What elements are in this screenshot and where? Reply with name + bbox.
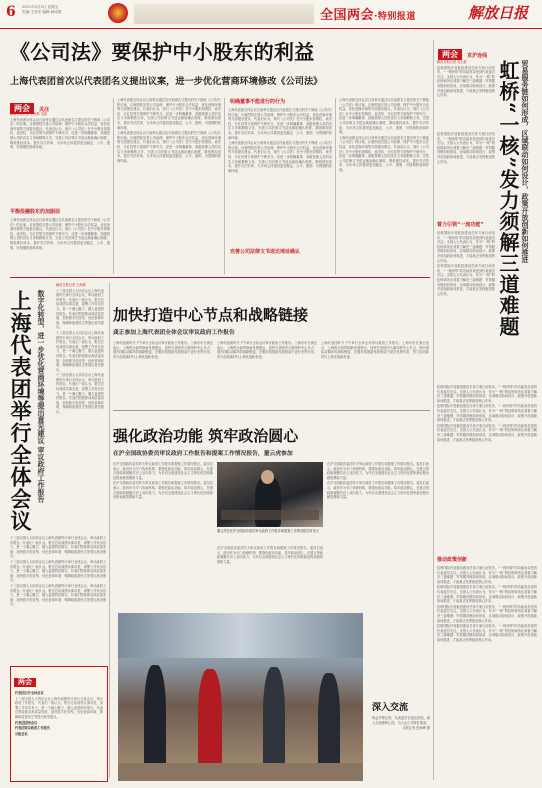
editors-text: 责编:王音乐 编辑:韩成圆 xyxy=(22,10,62,14)
story3-body-2: 在沪全国政协委员昨天审议政府工作报告和提案工作情况报告。委员们表示，政协作为专门协商机构，要强化政治功能，筑牢政治圆心，在建言资政和凝聚共识上双向发力，为开启全面建设社会主义现代化国家新征程贡献智慧和力量。 xyxy=(217,546,323,564)
vertical-byline: 解放日报记者 王海燕 xyxy=(56,283,86,287)
lead-body-3b: 上海代表团全体会议日前审议通过以代表团名义提出的关于修改《公司法》的议案。议案围绕完善公司治理、保护中小股东合法权益、优化营商环境等方面提出建议。代表们认为，现行《公司法》在中小股东知情权、表决权、分红权等方面保护不够充分，应进一步明确董事、高级管理人员的忠实义务和勤勉义务，完善公司法律文书送达地址确认制度，降低维权成本，提升司法效率，为市场主体提供更加稳定、公平、透明、可预期的营商环境。 xyxy=(228,141,332,173)
sidebar-column-d xyxy=(437,566,537,780)
feature-title: 深入交流 xyxy=(372,703,409,713)
masthead-logo: 解放日报 xyxy=(468,4,529,22)
section-title xyxy=(320,4,416,23)
lead-column-1b xyxy=(10,218,110,274)
story2-column-3 xyxy=(321,341,429,405)
story2-subheadline: 龚正参加上海代表团全体会议审议政府工作报告 xyxy=(113,330,235,336)
story2-body-1: 上海代表团昨天下午举行全体会议审议政府工作报告。上海市市长龚正表示，上海将全面贯彻新发展理念，加快打造国内大循环的中心节点、国内国际双循环的战略链接，在服务构建新发展格局中更好发挥作用，努力创造新时代上海发展新奇迹。 xyxy=(113,341,213,359)
vertical-headline: 上海代表团举行全体会议 xyxy=(8,290,33,532)
story3-photo-caption: 董云虎在在沪全国政协委员审议政府工作报告和提案工作情况报告时发言 xyxy=(217,529,319,533)
section-subtitle: ·特别报道 xyxy=(374,12,416,22)
lead-body-3: 上海代表团全体会议日前审议通过以代表团名义提出的关于修改《公司法》的议案。议案围绕完善公司治理、保护中小股东合法权益、优化营商环境等方面提出建议。代表们认为，现行《公司法》在中小股东知情权、表决权、分红权等方面保护不够充分，应进一步明确董事、高级管理人员的忠实义务和勤勉义务，完善公司法律文书送达地址确认制度，降低维权成本，提升司法效率，为市场主体提供更加稳定、公平、透明、可预期的营商环境。 xyxy=(228,108,332,140)
lead-tag-label: 两会 xyxy=(10,103,34,114)
sidebar-tag-label: 两会 xyxy=(438,49,462,60)
sidebar-body-d: 虹桥国际开放枢纽建设总体方案日前发布，“一核两带”的功能布局受到代表委员关注。全国人大代表认为，作为“一核”的虹桥商务区须着力解决三道难题：贸易服务链如何形成、区域联动如何设计、政策开放创新如何推进，才能真正发挥枢纽核心作用。 xyxy=(437,566,537,584)
bottom-left-tag: 两会 xyxy=(14,678,36,687)
column-rule xyxy=(224,98,225,274)
building-backdrop xyxy=(118,613,363,658)
sidebar-tag-sub: 京沪连线 xyxy=(467,53,488,59)
sidebar-intro xyxy=(437,60,495,130)
sidebar-body-c3: 虹桥国际开放枢纽建设总体方案日前发布，“一核两带”的功能布局受到代表委员关注。全国人大代表认为，作为“一核”的虹桥商务区须着力解决三道难题：贸易服务链如何形成、区域联动如何设计、政策开放创新如何推进，才能真正发挥枢纽核心作用。 xyxy=(437,423,537,442)
vertical-body-1: 十三届全国人大四次会议上海代表团昨天举行全体会议，审议政府工作报告。代表们一致认为，报告总结成绩实事求是，部署工作务实有力，是一个凝心聚力、催人奋进的好报告。代表们围绕推动高质量发展、加快数字化转型、优化营商环境、保障和改善民生等提出意见建议。 xyxy=(56,288,104,330)
story3-column-1 xyxy=(113,462,213,610)
story3-subheadline: 在沪全国政协委员审议政府工作报告和提案工作情况报告，董云虎参加 xyxy=(113,451,293,457)
sidebar-subhead-1: 着力引领“一流功能” xyxy=(437,222,484,228)
vertical-body-6: 十三届全国人大四次会议上海代表团昨天举行全体会议，审议政府工作报告。代表们一致认为，报告总结成绩实事求是，部署工作务实有力，是一个凝心聚力、催人奋进的好报告。代表们围绕推动高质量发展、加快数字化转型、优化营商环境、保障和改善民生等提出意见建议。 xyxy=(10,583,106,607)
vertical-body-2: 十三届全国人大四次会议上海代表团昨天举行全体会议，审议政府工作报告。代表们一致认为，报告总结成绩实事求是，部署工作务实有力，是一个凝心聚力、催人奋进的好报告。代表们围绕推动高质量发展、加快数字化转型、优化营商环境、保障和改善民生等提出意见建议。 xyxy=(56,330,104,372)
lead-column-2 xyxy=(117,98,221,274)
lead-tag-sub: 关注 xyxy=(39,107,50,113)
section-divider-2 xyxy=(113,410,430,411)
page-number: 6 xyxy=(6,4,16,20)
national-emblem-icon xyxy=(108,3,128,23)
bottom-left-box xyxy=(10,666,108,782)
lead-subhead-1: 平衡投融股东的加剧层 xyxy=(10,209,61,215)
story3-body-3b: 在沪全国政协委员昨天审议政府工作报告和提案工作情况报告。委员们表示，政协作为专门协商机构，要强化政治功能，筑牢政治圆心，在建言资政和凝聚共识上双向发力，为开启全面建设社会主义现代化国家新征程贡献智慧和力量。 xyxy=(327,481,429,500)
sidebar-byline: 解放日报记者 吴卫群 xyxy=(437,60,467,64)
sidebar-body-a: 虹桥国际开放枢纽建设总体方案日前发布，“一核两带”的功能布局受到代表委员关注。全国人大代表认为，作为“一核”的虹桥商务区须着力解决三道难题：贸易服务链如何形成、区域联动如何设计、政策开放创新如何推进，才能真正发挥枢纽核心作用。 xyxy=(437,132,495,164)
feature-credit: 本报记者 张海峰 摄 xyxy=(402,726,430,731)
section-divider xyxy=(10,277,430,278)
bottom-left-item-4: 分组会议 xyxy=(15,731,28,736)
story3-body-3: 在沪全国政协委员昨天审议政府工作报告和提案工作情况报告。委员们表示，政协作为专门协商机构，要强化政治功能，筑牢政治圆心，在建言资政和凝聚共识上双向发力，为开启全面建设社会主义现代化国家新征程贡献智慧和力量。 xyxy=(327,462,429,480)
story2-headline: 加快打造中心节点和战略链接 xyxy=(113,306,309,324)
sidebar-body-c2: 虹桥国际开放枢纽建设总体方案日前发布，“一核两带”的功能布局受到代表委员关注。全国人大代表认为，作为“一核”的虹桥商务区须着力解决三道难题：贸易服务链如何形成、区域联动如何设计、政策开放创新如何推进，才能真正发挥枢纽核心作用。 xyxy=(437,404,537,423)
lead-body-2: 上海代表团全体会议日前审议通过以代表团名义提出的关于修改《公司法》的议案。议案围绕完善公司治理、保护中小股东合法权益、优化营商环境等方面提出建议。代表们认为，现行《公司法》在中小股东知情权、表决权、分红权等方面保护不够充分，应进一步明确董事、高级管理人员的忠实义务和勤勉义务，完善公司法律文书送达地址确认制度，降低维权成本，提升司法效率，为市场主体提供更加稳定、公平、透明、可预期的营商环境。 xyxy=(117,98,221,130)
bottom-left-item-1: 代表团召开全体会议 xyxy=(15,691,44,695)
lead-body-2b: 上海代表团全体会议日前审议通过以代表团名义提出的关于修改《公司法》的议案。议案围绕完善公司治理、保护中小股东合法权益、优化营商环境等方面提出建议。代表们认为，现行《公司法》在中小股东知情权、表决权、分红权等方面保护不够充分，应进一步明确董事、高级管理人员的忠实义务和勤勉义务，完善公司法律文书送达地址确认制度，降低维权成本，提升司法效率，为市场主体提供更加稳定、公平、透明、可预期的营商环境。 xyxy=(117,131,221,163)
sidebar-body-d4: 虹桥国际开放枢纽建设总体方案日前发布，“一核两带”的功能布局受到代表委员关注。全国人大代表认为，作为“一核”的虹桥商务区须着力解决三道难题：贸易服务链如何形成、区域联动如何设计、政策开放创新如何推进，才能真正发挥枢纽核心作用。 xyxy=(437,624,537,642)
lead-column-3 xyxy=(228,108,332,248)
story3-body-1: 在沪全国政协委员昨天审议政府工作报告和提案工作情况报告。委员们表示，政协作为专门协商机构，要强化政治功能，筑牢政治圆心，在建言资政和凝聚共识上双向发力，为开启全面建设社会主义现代化国家新征程贡献智慧和力量。 xyxy=(113,462,213,480)
great-hall-image xyxy=(134,4,314,24)
story3-body-1b: 在沪全国政协委员昨天审议政府工作报告和提案工作情况报告。委员们表示，政协作为专门协商机构，要强化政治功能，筑牢政治圆心，在建言资政和凝聚共识上双向发力，为开启全面建设社会主义现代化国家新征程贡献智慧和力量。 xyxy=(113,481,213,500)
lead-body-4: 上海代表团全体会议日前审议通过以代表团名义提出的关于修改《公司法》的议案。议案围绕完善公司治理、保护中小股东合法权益、优化营商环境等方面提出建议。代表们认为，现行《公司法》在中小股东知情权、表决权、分红权等方面保护不够充分，应进一步明确董事、高级管理人员的忠实义务和勤勉义务，完善公司法律文书送达地址确认制度，降低维权成本，提升司法效率，为市场主体提供更加稳定、公平、透明、可预期的营商环境。 xyxy=(339,98,429,135)
story2-body-3: 上海代表团昨天下午举行全体会议审议政府工作报告。上海市市长龚正表示，上海将全面贯彻新发展理念，加快打造国内大循环的中心节点、国内国际双循环的战略链接，在服务构建新发展格局中更好发挥作用，努力创造新时代上海发展新奇迹。 xyxy=(321,341,429,359)
column-rule xyxy=(113,98,114,274)
story2-body-2: 上海代表团昨天下午举行全体会议审议政府工作报告。上海市市长龚正表示，上海将全面贯彻新发展理念，加快打造国内大循环的中心节点、国内国际双循环的战略链接，在服务构建新发展格局中更好发挥作用，努力创造新时代上海发展新奇迹。 xyxy=(217,341,317,359)
lead-headline: 《公司法》要保护中小股东的利益 xyxy=(10,40,315,64)
column-rule xyxy=(109,283,110,778)
sidebar-tag xyxy=(438,42,487,61)
sidebar-column-a xyxy=(437,132,495,222)
bottom-left-list xyxy=(11,690,107,788)
lead-subhead-2: 明确董事不能进行的行为 xyxy=(230,99,286,105)
sidebar-headline: 虹桥“一核”发力须解三道难题 xyxy=(496,60,520,338)
feature-photo xyxy=(118,613,363,781)
sidebar-body-b: 虹桥国际开放枢纽建设总体方案日前发布，“一核两带”的功能布局受到代表委员关注。全国人大代表认为，作为“一核”的虹桥商务区须着力解决三道难题：贸易服务链如何形成、区域联动如何设计、政策开放创新如何推进，才能真正发挥枢纽核心作用。 xyxy=(437,231,495,263)
sidebar-kicker: 贸易服务链如何形成，区域联动如何设计，政策开放创新如何推进 xyxy=(521,60,529,263)
story3-headline: 强化政治功能 筑牢政治圆心 xyxy=(113,427,299,445)
bottom-left-header xyxy=(11,667,107,690)
vertical-body-4: 十三届全国人大四次会议上海代表团昨天举行全体会议，审议政府工作报告。代表们一致认为，报告总结成绩实事求是，部署工作务实有力，是一个凝心聚力、催人奋进的好报告。代表们围绕推动高质量发展、加快数字化转型、优化营商环境、保障和改善民生等提出意见建议。 xyxy=(10,536,106,559)
date-text: 2021年3月5日 星期五 xyxy=(22,5,59,9)
section-title-text: 全国两会 xyxy=(320,8,375,23)
lead-subheadline: 上海代表团首次以代表团名义提出议案，进一步优化营商环境修改《公司法》 xyxy=(10,76,323,87)
sidebar-body-c: 虹桥国际开放枢纽建设总体方案日前发布，“一核两带”的功能布局受到代表委员关注。全国人大代表认为，作为“一核”的虹桥商务区须着力解决三道难题：贸易服务链如何形成、区域联动如何设计、政策开放创新如何推进，才能真正发挥枢纽核心作用。 xyxy=(437,385,537,403)
lead-body-1b: 上海代表团全体会议日前审议通过以代表团名义提出的关于修改《公司法》的议案。议案围绕完善公司治理、保护中小股东合法权益、优化营商环境等方面提出建议。代表们认为，现行《公司法》在中小股东知情权、表决权、分红权等方面保护不够充分，应进一步明确董事、高级管理人员的忠实义务和勤勉义务，完善公司法律文书送达地址确认制度，降低维权成本，提升司法效率，为市场主体提供更加稳定、公平、透明、可预期的营商环境。 xyxy=(10,218,110,250)
lead-byline: 解放日报记者 王海燕 吴凯 xyxy=(10,112,48,116)
sidebar-intro-body: 虹桥国际开放枢纽建设总体方案日前发布，“一核两带”的功能布局受到代表委员关注。全国人大代表认为，作为“一核”的虹桥商务区须着力解决三道难题：贸易服务链如何形成、区域联动如何设计、政策开放创新如何推进，才能真正发挥枢纽核心作用。 xyxy=(437,65,495,98)
story2-column-2 xyxy=(217,341,317,405)
lead-body-4b: 上海代表团全体会议日前审议通过以代表团名义提出的关于修改《公司法》的议案。议案围绕完善公司治理、保护中小股东合法权益、优化营商环境等方面提出建议。代表们认为，现行《公司法》在中小股东知情权、表决权、分红权等方面保护不够充分，应进一步明确董事、高级管理人员的忠实义务和勤勉义务，完善公司法律文书送达地址确认制度，降低维权成本，提升司法效率，为市场主体提供更加稳定、公平、透明、可预期的营商环境。 xyxy=(339,135,429,172)
bottom-left-item-body-1: 十三届全国人大四次会议上海代表团昨天举行全体会议，审议政府工作报告。代表们一致认为，报告总结成绩实事求是，部署工作务实有力，是一个凝心聚力、催人奋进的好报告。代表们围绕推动高质量发展、加快数字化转型、优化营商环境、保障和改善民生等提出意见建议。 xyxy=(15,696,103,719)
sidebar-rule xyxy=(433,40,434,780)
story3-photo xyxy=(217,462,323,527)
feature-caption-block xyxy=(372,716,430,770)
sidebar-subhead-2: 推动政策创新 xyxy=(437,557,468,563)
vertical-story-column xyxy=(56,283,104,533)
vertical-subheadline: 数字化转型，进一步优化营商环境等提出意见建议 审议政府工作报告 xyxy=(37,290,45,503)
sidebar-body-d3: 虹桥国际开放枢纽建设总体方案日前发布，“一核两带”的功能布局受到代表委员关注。全国人大代表认为，作为“一核”的虹桥商务区须着力解决三道难题：贸易服务链如何形成、区域联动如何设计、政策开放创新如何推进，才能真正发挥枢纽核心作用。 xyxy=(437,604,537,623)
feature-caption: 两会开幕在即，代表委员们抵达驻地，深入交流履职心得，为大会召开做好准备。 xyxy=(372,716,430,725)
sidebar-body-d2: 虹桥国际开放枢纽建设总体方案日前发布，“一核两带”的功能布局受到代表委员关注。全国人大代表认为，作为“一核”的虹桥商务区须着力解决三道难题：贸易服务链如何形成、区域联动如何设计、政策开放创新如何推进，才能真正发挥枢纽核心作用。 xyxy=(437,585,537,604)
pavement xyxy=(118,763,363,781)
story3-column-3 xyxy=(327,462,429,610)
speaker-head xyxy=(261,470,274,484)
date-line xyxy=(22,5,62,15)
lead-body-1: 上海代表团全体会议日前审议通过以代表团名义提出的关于修改《公司法》的议案。议案围绕完善公司治理、保护中小股东合法权益、优化营商环境等方面提出建议。代表们认为，现行《公司法》在中小股东知情权、表决权、分红权等方面保护不够充分，应进一步明确董事、高级管理人员的忠实义务和勤勉义务，完善公司法律文书送达地址确认制度，降低维权成本，提升司法效率，为市场主体提供更加稳定、公平、透明、可预期的营商环境。 xyxy=(10,117,110,150)
story3-column-2 xyxy=(217,546,323,610)
sidebar-body-b2: 虹桥国际开放枢纽建设总体方案日前发布，“一核两带”的功能布局受到代表委员关注。全国人大代表认为，作为“一核”的虹桥商务区须着力解决三道难题：贸易服务链如何形成、区域联动如何设计、政策开放创新如何推进，才能真正发挥枢纽核心作用。 xyxy=(437,264,495,296)
sidebar-column-b xyxy=(437,231,495,381)
vertical-body-3: 十三届全国人大四次会议上海代表团昨天举行全体会议，审议政府工作报告。代表们一致认为，报告总结成绩实事求是，部署工作务实有力，是一个凝心聚力、催人奋进的好报告。代表们围绕推动高质量发展、加快数字化转型、优化营商环境、保障和改善民生等提出意见建议。 xyxy=(56,373,104,415)
bottom-left-item-3: 代表团审议政府工作报告 xyxy=(15,726,51,731)
lead-column-1 xyxy=(10,112,110,212)
vertical-body-5: 十三届全国人大四次会议上海代表团昨天举行全体会议，审议政府工作报告。代表们一致认为，报告总结成绩实事求是，部署工作务实有力，是一个凝心聚力、催人奋进的好报告。代表们围绕推动高质量发展、加快数字化转型、优化营商环境、保障和改善民生等提出意见建议。 xyxy=(10,559,106,583)
vertical-story-column-2 xyxy=(10,536,106,664)
bottom-left-item-2: 代表团团务会议 xyxy=(15,720,38,725)
column-rule xyxy=(335,98,336,274)
desk xyxy=(221,510,319,520)
lead-subhead-3: 完善公司法律文书送达地址确认 xyxy=(230,249,301,255)
lead-column-4 xyxy=(339,98,429,274)
sidebar-column-c xyxy=(437,385,537,555)
story2-column-1 xyxy=(113,341,213,405)
